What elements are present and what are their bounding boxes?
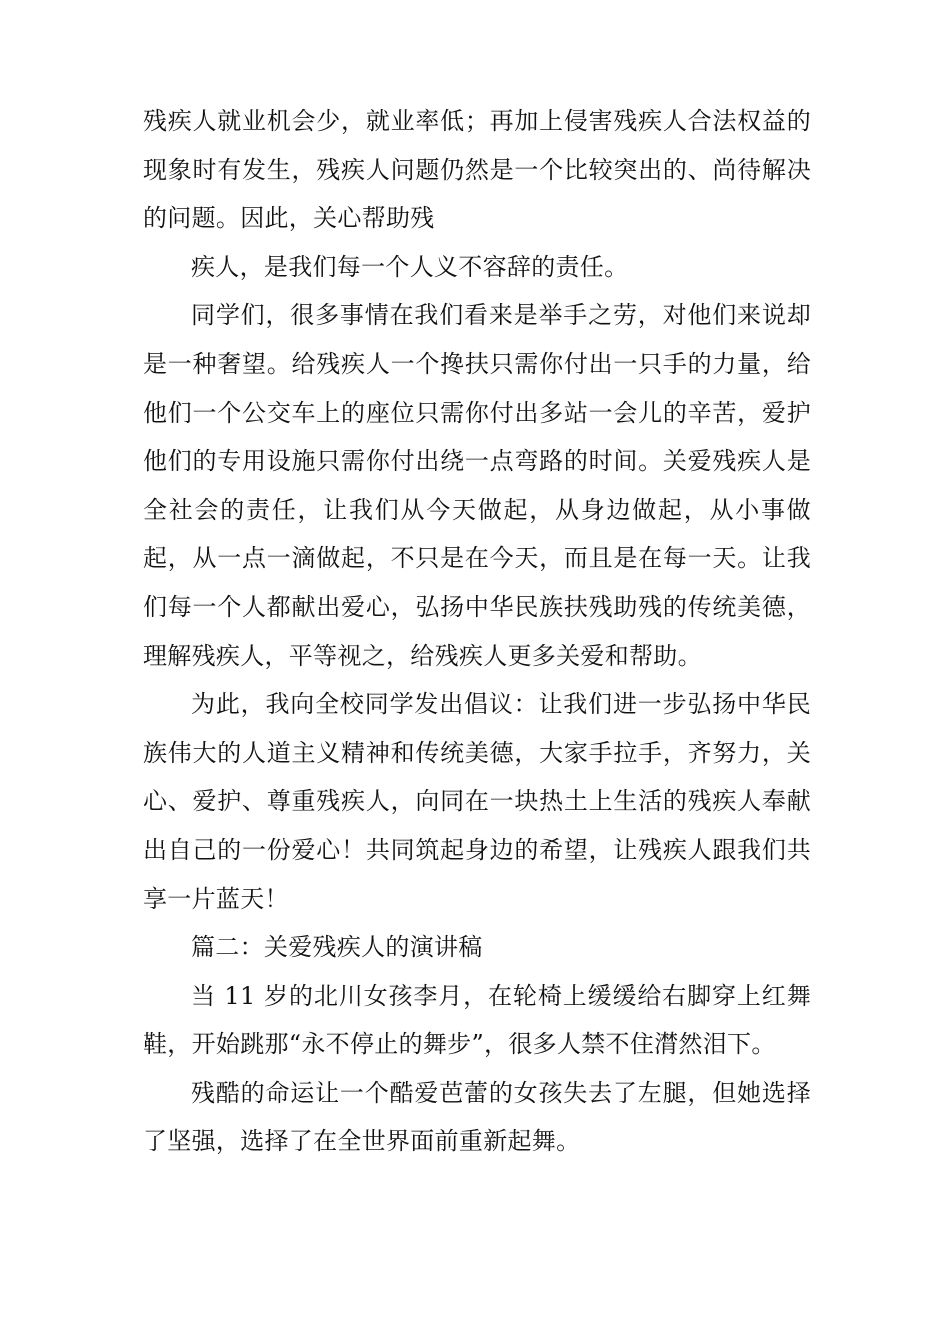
paragraph-proposal: 为此，我向全校同学发出倡议：让我们进一步弘扬中华民族伟大的人道主义精神和传统美德，大家手拉手，齐努力，关心、爱护、尊重残疾人，向同在一块热土上生活的残疾人奉献出自己的一份爱心！共同筑起身边的希望，让残疾人跟我们共享一片蓝天！ <box>143 690 811 913</box>
paragraph-li-yue: 当 11 岁的北川女孩李月，在轮椅上缓缓给右脚穿上红舞鞋，开始跳那“永不停止的舞步”，很多人禁不住潸然泪下。 <box>143 981 811 1059</box>
paragraph-classmates: 同学们，很多事情在我们看来是举手之劳，对他们来说却是一种奢望。给残疾人一个搀扶只需你付出一只手的力量，给他们一个公交车上的座位只需你付出多站一会儿的辛苦，爱护他们的专用设施只需你付出绕一点弯路的时间。关爱残疾人是全社会的责任，让我们从今天做起，从身边做起，从小事做起，从一点一滴做起，不只是在今天，而且是在每一天。让我们每一个人都献出爱心，弘扬中华民族扶残助残的传统美德，理解残疾人，平等视之，给残疾人更多关爱和帮助。 <box>143 301 811 670</box>
paragraph-continued: 残疾人就业机会少，就业率低；再加上侵害残疾人合法权益的现象时有发生，残疾人问题仍然是一个比较突出的、尚待解决的问题。因此，关心帮助残 <box>143 107 811 233</box>
document-body <box>143 97 811 1166</box>
paragraph-responsibility: 疾人，是我们每一个人义不容辞的责任。 <box>191 252 629 281</box>
paragraph-fate: 残酷的命运让一个酷爱芭蕾的女孩失去了左腿，但她选择了坚强，选择了在全世界面前重新起舞。 <box>143 1078 811 1156</box>
section-heading: 篇二：关爱残疾人的演讲稿 <box>191 933 483 962</box>
